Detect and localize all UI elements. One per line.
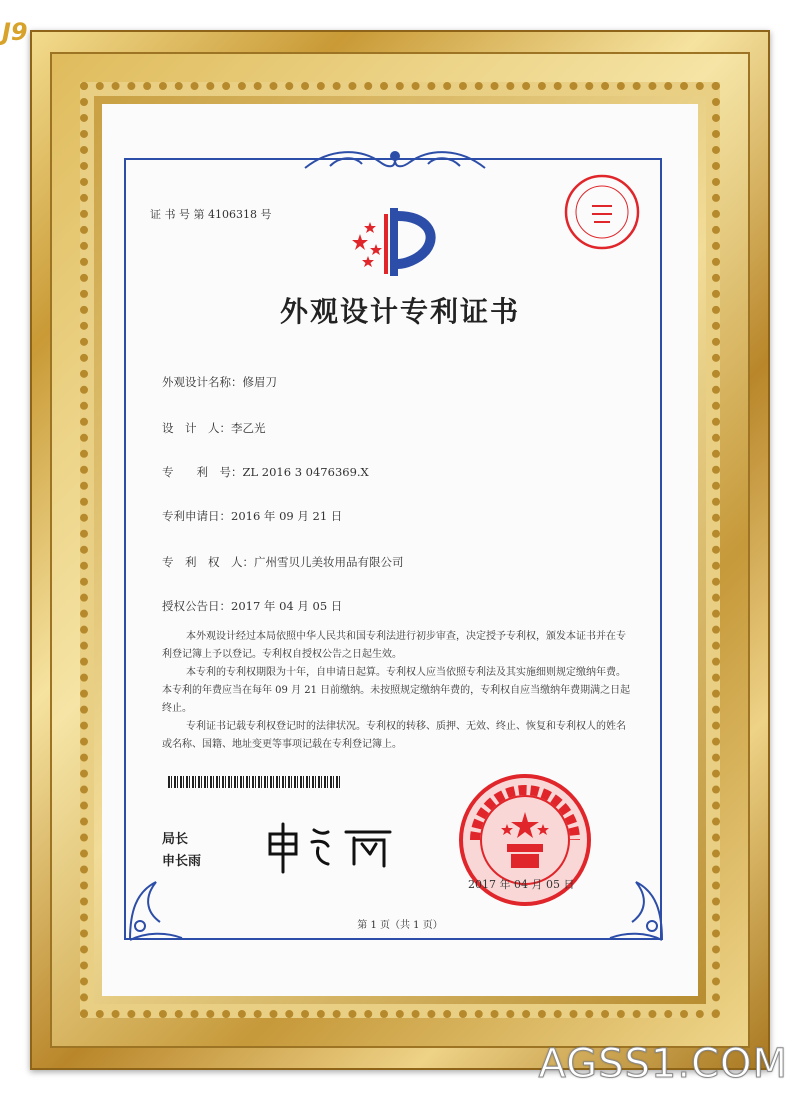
body-paragraph: 本外观设计经过本局依照中华人民共和国专利法进行初步审查，决定授予专利权，颁发本证书并在专利登记簿上予以登记。专利权自授权公告之日起生效。 [162,631,626,660]
field-label: 授权公告日： [162,599,231,613]
certificate-title: 外观设计专利证书 [279,295,520,328]
field-value: 2016 年 09 月 21 日 [231,509,343,523]
top-ornament-icon [300,146,490,174]
field-label: 专 利 权 人： [162,555,254,569]
director-name: 申长雨 [162,854,202,869]
page-number: 第 1 页（共 1 页） [357,920,443,931]
field-label: 专利申请日： [162,509,231,523]
patentee-field [162,554,404,570]
j9-logo: J9 [2,18,28,46]
field-label: 外观设计名称： [162,375,243,389]
seal-date: 2017 年 04 月 05 日 [468,878,575,891]
field-label: 设 计 人： [162,421,231,435]
field-value: ZL 2016 3 0476369.X [242,465,369,479]
field-value: 修眉刀 [242,375,277,389]
field-value: 李乙光 [231,421,266,435]
barcode [168,776,340,788]
field-value: 2017 年 04 月 05 日 [231,599,343,613]
body-paragraph: 专利证书记载专利权登记时的法律状况。专利权的转移、质押、无效、终止、恢复和专利权人的姓名或名称、国籍、地址变更等事项记载在专利登记簿上。 [162,721,626,750]
body-paragraph: 本专利的专利权期限为十年，自申请日起算。专利权人应当依照专利法及其实施细则规定缴纳年费。本专利的年费应当在每年 09 月 21 日前缴纳。未按照规定缴纳年费的，专利权自应当缴纳年费期满之日起终止。 [162,667,631,714]
director-title: 局长 [162,832,189,847]
design-name-field [162,374,277,390]
watermark: AGSS1.COM [538,1041,788,1087]
application-date-field [162,508,342,524]
handwritten-signature [262,818,402,874]
patent-office-logo-icon [346,204,442,280]
field-value: 广州雪贝儿美妆用品有限公司 [254,555,404,569]
publication-date-field [162,598,342,614]
designer-field [162,420,266,436]
small-seal-icon [562,172,642,252]
patent-number-field [162,464,369,480]
field-label: 专 利 号： [162,465,243,479]
certificate-number: 证 书 号 第 4106318 号 [150,208,272,221]
